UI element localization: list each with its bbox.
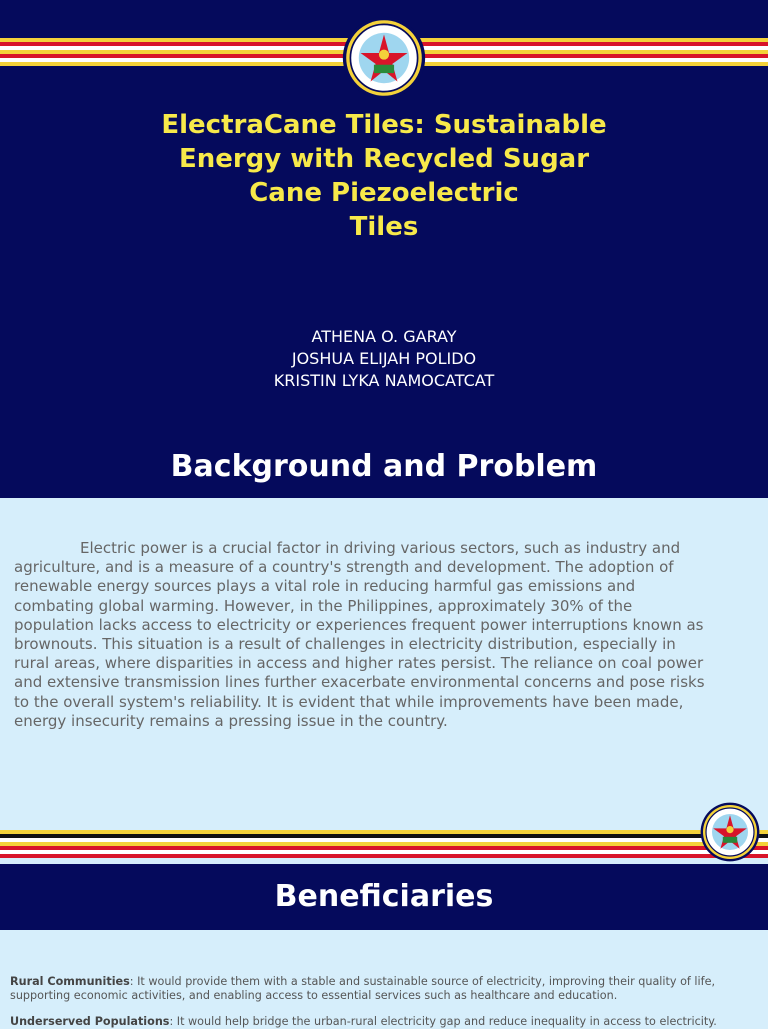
paragraph-line: and extensive transmission lines further exacerbate environmental concerns and pose risks bbox=[14, 673, 705, 692]
paragraph-line: combating global warming. However, in the Philippines, approximately 30% of the bbox=[14, 596, 633, 615]
page-title bbox=[84, 108, 684, 244]
deped-seal-icon bbox=[700, 802, 760, 862]
author-list bbox=[0, 326, 768, 392]
paragraph-line: renewable energy sources plays a vital role in reducing harmful gas emissions and bbox=[14, 577, 636, 596]
deped-seal-icon bbox=[342, 16, 426, 100]
paragraph-line: Electric power is a crucial factor in driving various sectors, such as industry and bbox=[80, 539, 681, 557]
background-heading: Background and Problem bbox=[170, 449, 598, 484]
author-name: KRISTIN LYKA NAMOCATCAT bbox=[273, 371, 495, 390]
beneficiary-desc: : It would provide them with a stable and sustainable source of electricity, improving their quality of life, bbox=[129, 975, 716, 988]
beneficiary-term: Rural Communities bbox=[10, 975, 130, 988]
decorative-stripes bbox=[0, 830, 768, 858]
beneficiary-item bbox=[10, 1015, 750, 1029]
title-line: Cane Piezoelectric bbox=[249, 178, 519, 208]
paragraph-line: population lacks access to electricity or experiences frequent power interruptions known as bbox=[14, 615, 704, 634]
author-name: ATHENA O. GARAY bbox=[311, 327, 457, 346]
beneficiary-term: Underserved Populations bbox=[10, 1015, 170, 1028]
paragraph-line: energy insecurity remains a pressing issue in the country. bbox=[14, 711, 448, 730]
paragraph-line: brownouts. This situation is a result of challenges in electricity distribution, especially in bbox=[14, 635, 676, 654]
paragraph-line: agriculture, and is a measure of a country's strength and development. The adoption of bbox=[14, 558, 674, 577]
beneficiaries-heading: Beneficiaries bbox=[274, 879, 494, 914]
title-line: ElectraCane Tiles: Sustainable bbox=[161, 110, 607, 140]
author-name: JOSHUA ELIJAH POLIDO bbox=[291, 349, 477, 368]
beneficiary-item bbox=[10, 975, 750, 1003]
paragraph-line: rural areas, where disparities in access and higher rates persist. The reliance on coal power bbox=[14, 654, 704, 673]
background-paragraph bbox=[14, 539, 754, 731]
beneficiaries-section bbox=[0, 864, 768, 930]
paragraph-line: to the overall system's reliability. It is evident that while improvements have been made, bbox=[14, 692, 684, 711]
title-line: Tiles bbox=[349, 212, 419, 242]
title-section bbox=[0, 0, 768, 498]
beneficiary-desc: supporting economic activities, and enabling access to essential services such as healthcare and education. bbox=[10, 989, 618, 1002]
beneficiary-desc: : It would help bridge the urban-rural electricity gap and reduce inequality in access to electricity. bbox=[169, 1015, 717, 1028]
title-line: Energy with Recycled Sugar bbox=[178, 144, 590, 174]
